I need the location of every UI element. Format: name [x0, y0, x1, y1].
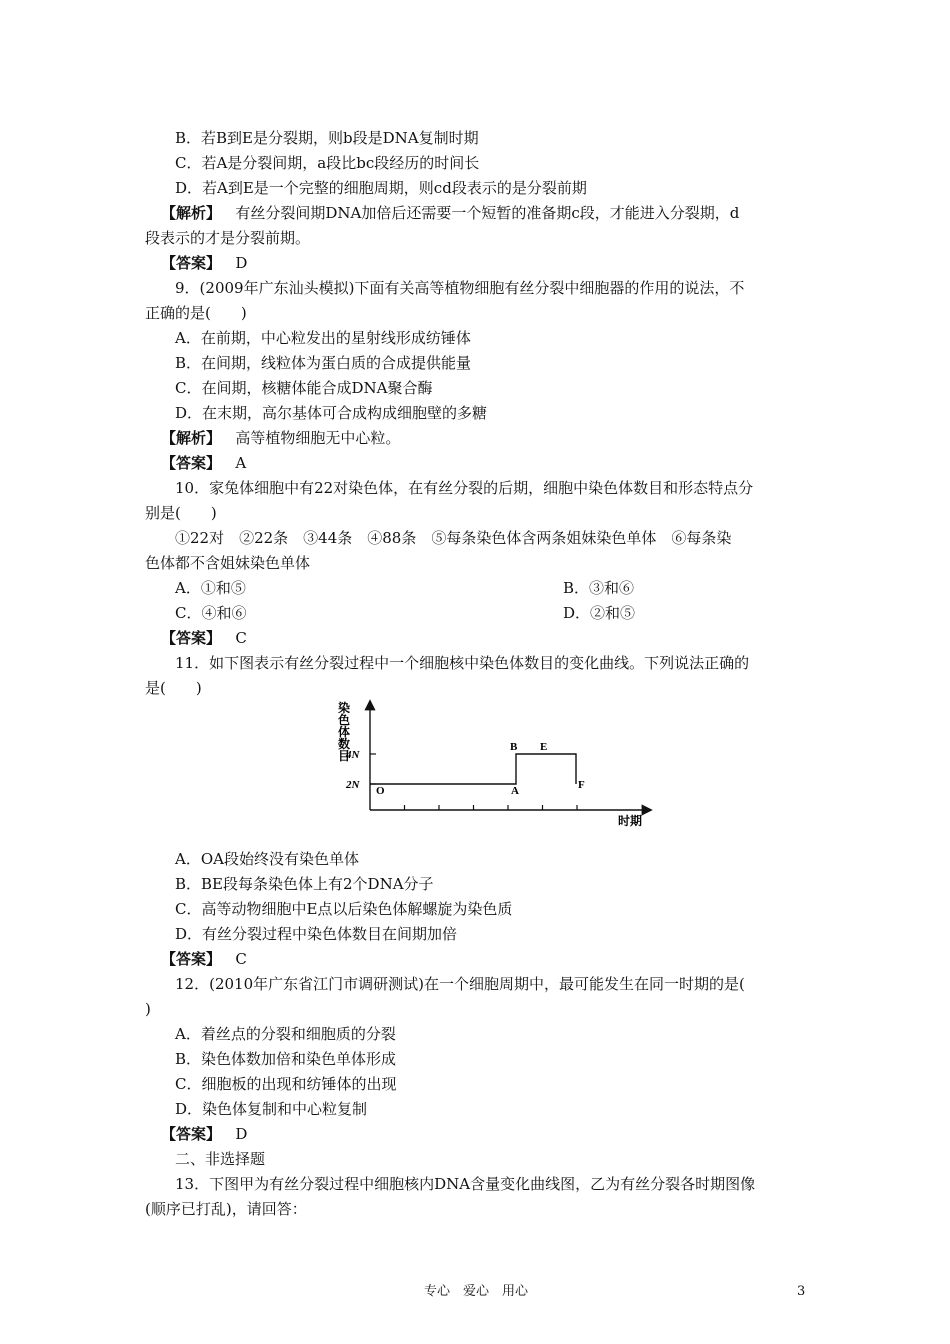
answer-value: C [235, 950, 247, 968]
point-label-o: O [376, 785, 385, 797]
q8-analysis-cont: 段表示的才是分裂前期。 [145, 229, 311, 247]
analysis-tag: 【解析】 [161, 429, 222, 447]
y-axis-label-char: 数 [338, 737, 351, 751]
answer-value: D [235, 254, 248, 272]
x-axis-label: 时期 [618, 814, 643, 828]
analysis-text: 高等植物细胞无中心粒。 [235, 429, 401, 447]
q9-stem: 9．(2009年广东汕头模拟)下面有关高等植物细胞有丝分裂中细胞器的作用的说法，不 [175, 279, 745, 297]
analysis-tag: 【解析】 [161, 204, 222, 222]
q11-stem: 11．如下图表示有丝分裂过程中一个细胞核中染色体数目的变化曲线。下列说法正确的 [175, 654, 750, 672]
q12-option-b: B．染色体数加倍和染色单体形成 [175, 1050, 397, 1068]
answer-tag: 【答案】 [161, 1125, 222, 1143]
x-ticks [405, 805, 578, 810]
q10-option-a: A．①和⑤ [175, 579, 246, 597]
q8-analysis [161, 203, 739, 223]
q9-option-b: B．在间期，线粒体为蛋白质的合成提供能量 [175, 354, 472, 372]
point-label-a: A [511, 785, 519, 797]
answer-tag: 【答案】 [161, 254, 222, 272]
q9-answer [161, 453, 246, 473]
answer-value: D [235, 1125, 248, 1143]
analysis-text: 有丝分裂间期DNA加倍后还需要一个短暂的准备期c段，才能进入分裂期，d [235, 204, 740, 222]
q12-option-a: A．着丝点的分裂和细胞质的分裂 [175, 1025, 396, 1043]
answer-tag: 【答案】 [161, 454, 222, 472]
point-label-e: E [540, 741, 548, 753]
q11-option-b: B．BE段每条染色体上有2个DNA分子 [175, 875, 434, 893]
q9-option-a: A．在前期，中心粒发出的星射线形成纺锤体 [175, 329, 471, 347]
point-label-b: B [510, 741, 518, 753]
q9-stem-cont: 正确的是( ) [145, 304, 247, 322]
q8-answer [161, 253, 247, 273]
q12-option-d: D．染色体复制和中心粒复制 [175, 1100, 368, 1118]
y-axis-label-char: 体 [338, 725, 351, 739]
chromosome-count-chart [320, 696, 660, 830]
footer-motto: 专心 爱心 用心 [424, 1284, 529, 1299]
answer-value: A [235, 454, 247, 472]
q12-stem: 12．(2010年广东省江门市调研测试)在一个细胞周期中，最可能发生在同一时期的是( [175, 975, 745, 993]
q10-items: ①22对 ②22条 ③44条 ④88条 ⑤每条染色体含两条姐妹染色单体 ⑥每条染 [175, 529, 732, 547]
q10-option-c: C．④和⑥ [175, 604, 247, 622]
y-axis-label-char: 目 [338, 749, 351, 763]
series-line [370, 754, 576, 784]
q11-option-a: A．OA段始终没有染色单体 [175, 850, 359, 868]
q10-option-d: D．②和⑤ [563, 604, 636, 622]
y-ticks [345, 749, 376, 791]
y-tick-label: 4N [346, 749, 360, 761]
y-axis-label-char: 染 [338, 701, 351, 715]
q9-option-d: D．在末期，高尔基体可合成构成细胞壁的多糖 [175, 404, 488, 422]
point-labels [376, 741, 585, 797]
page-number: 3 [797, 1284, 806, 1299]
section-heading: 二、非选择题 [175, 1150, 266, 1168]
q12-option-c: C．细胞板的出现和纺锤体的出现 [175, 1075, 397, 1093]
q8-option-d: D．若A到E是一个完整的细胞周期，则cd段表示的是分裂前期 [175, 179, 587, 197]
q10-items-cont: 色体都不含姐妹染色单体 [145, 554, 311, 572]
q10-option-b: B．③和⑥ [563, 579, 635, 597]
q11-answer [161, 949, 247, 969]
answer-tag: 【答案】 [161, 629, 222, 647]
q11-stem-cont: 是( ) [145, 679, 202, 697]
y-tick-label: 2N [346, 779, 360, 791]
y-axis-label-char: 色 [338, 713, 351, 727]
q11-option-d: D．有丝分裂过程中染色体数目在间期加倍 [175, 925, 458, 943]
q13-stem-cont: (顺序已打乱)，请回答： [145, 1200, 307, 1218]
answer-value: C [235, 629, 247, 647]
q9-option-c: C．在间期，核糖体能合成DNA聚合酶 [175, 379, 433, 397]
point-label-f: F [578, 779, 585, 791]
q10-answer [161, 628, 247, 648]
answer-tag: 【答案】 [161, 950, 222, 968]
q12-stem-cont: ) [145, 1000, 151, 1018]
q10-stem-cont: 别是( ) [145, 504, 217, 522]
q8-option-c: C．若A是分裂间期，a段比bc段经历的时间长 [175, 154, 480, 172]
q8-option-b: B．若B到E是分裂期，则b段是DNA复制时期 [175, 129, 479, 147]
q10-stem: 10．家兔体细胞中有22对染色体，在有丝分裂的后期，细胞中染色体数目和形态特点分 [175, 479, 754, 497]
q12-answer [161, 1124, 247, 1144]
q11-option-c: C．高等动物细胞中E点以后染色体解螺旋为染色质 [175, 900, 513, 918]
q13-stem: 13．下图甲为有丝分裂过程中细胞核内DNA含量变化曲线图，乙为有丝分裂各时期图像 [175, 1175, 756, 1193]
q9-analysis [161, 428, 400, 448]
